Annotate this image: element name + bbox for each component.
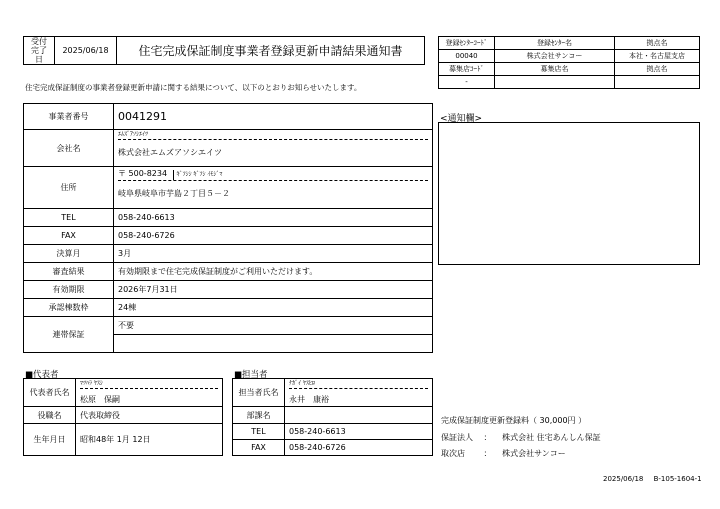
agent-branch [615, 76, 700, 89]
postal-code: 〒 500-8234 [118, 169, 168, 178]
agent-name-header: 募集店名 [495, 63, 615, 76]
review-label: 審査結果 [24, 263, 114, 281]
footer-date: 2025/06/18 [603, 475, 644, 483]
valid-label: 有効期限 [24, 281, 114, 299]
fiscal-label: 決算月 [24, 245, 114, 263]
fax: 058-240-6726 [114, 227, 433, 245]
review-result: 有効期限まで住宅完成保証制度がご利用いただけます。 [114, 263, 433, 281]
tel: 058-240-6613 [114, 209, 433, 227]
contact-table [232, 378, 433, 456]
received-date: 2025/06/18 [55, 37, 117, 65]
notice-box [438, 122, 700, 265]
rep-name-label: 代表者氏名 [24, 379, 76, 407]
fee-line: 完成保証制度更新登録料（ 30,000円 ） [441, 416, 587, 425]
company-kana: ｴﾑｽﾞｱｿｼｴｲﾂ [118, 131, 428, 140]
contact-name-kana: ﾅｶﾞｲ ﾔｽﾋﾛ [289, 380, 428, 389]
insurer-label: 保証法人 [441, 433, 473, 442]
agent-branch-header: 拠点名 [615, 63, 700, 76]
contact-name: 永井 康裕 [289, 395, 329, 404]
joint-guarantee: 不要 [114, 317, 432, 335]
rep-title-label: 役職名 [24, 407, 76, 424]
agent-code-header: 募集店ｺｰﾄﾞ [439, 63, 495, 76]
rep-title: 代表取締役 [76, 407, 223, 424]
footer-code: B-105-1604-1 [653, 475, 702, 483]
center-name: 株式会社サンコー [495, 50, 615, 63]
applicant-table [23, 103, 433, 353]
fiscal-month: 3月 [114, 245, 433, 263]
approved-label: 承認棟数枠 [24, 299, 114, 317]
dept-label: 部課名 [233, 407, 285, 424]
contact-tel-label: TEL [233, 424, 285, 440]
dept [285, 407, 433, 424]
center-table [438, 36, 700, 89]
joint-label: 連帯保証 [24, 317, 114, 353]
rep-table [23, 378, 223, 456]
approved-count: 24棟 [114, 299, 433, 317]
contact-name-label: 担当者氏名 [233, 379, 285, 407]
rep-name-kana: ﾏﾂﾊﾗ ﾔｽｼ [80, 380, 218, 389]
agent-label: 取次店 [441, 449, 465, 458]
biz-no: 0041291 [114, 104, 433, 130]
center-code-header: 登録ｾﾝﾀｰｺｰﾄﾞ [439, 37, 495, 50]
intro-text: 住宅完成保証制度の事業者登録更新申請に関する結果について、以下のとおりお知らせいたします。 [25, 83, 362, 92]
rep-section-title: ■代表者 [25, 370, 59, 380]
company-name: 株式会社エムズアソシエイツ [118, 148, 222, 157]
contact-fax-label: FAX [233, 440, 285, 456]
address-label: 住所 [24, 167, 114, 209]
notice-label: <通知欄> [440, 114, 483, 124]
branch-header: 拠点名 [615, 37, 700, 50]
valid-until: 2026年7月31日 [114, 281, 433, 299]
agent: 株式会社サンコー [502, 449, 566, 458]
center-name-header: 登録ｾﾝﾀｰ名 [495, 37, 615, 50]
insurer-line: 保証法人 ： 株式会社 住宅あんしん保証 [441, 433, 601, 442]
address: 岐阜県岐阜市芋島２丁目５－２ [118, 189, 230, 198]
agent-name [495, 76, 615, 89]
contact-fax: 058-240-6726 [285, 440, 433, 456]
received-label: 受付 完了日 [24, 37, 55, 65]
rep-dob-label: 生年月日 [24, 424, 76, 456]
company-label: 会社名 [24, 130, 114, 167]
fax-label: FAX [24, 227, 114, 245]
biz-no-label: 事業者番号 [24, 104, 114, 130]
insurer: 株式会社 住宅あんしん保証 [502, 433, 601, 442]
center-code: 00040 [439, 50, 495, 63]
branch-name: 本社・名古屋支店 [615, 50, 700, 63]
address-kana: ｷﾞﾌｼｼ ｷﾞﾌｼ ｲﾓｼﾞﾏ [173, 170, 223, 180]
receipt-box [23, 36, 425, 65]
rep-name: 松原 保嗣 [80, 395, 120, 404]
contact-section-title: ■担当者 [234, 370, 268, 380]
contact-tel: 058-240-6613 [285, 424, 433, 440]
agent-code: - [439, 76, 495, 89]
rep-dob: 昭和48年 1月 12日 [76, 424, 223, 456]
agent-line: 取次店 ： 株式会社サンコー [441, 449, 566, 458]
tel-label: TEL [24, 209, 114, 227]
footer [603, 475, 702, 483]
page-title: 住宅完成保証制度事業者登録更新申請結果通知書 [117, 37, 425, 65]
